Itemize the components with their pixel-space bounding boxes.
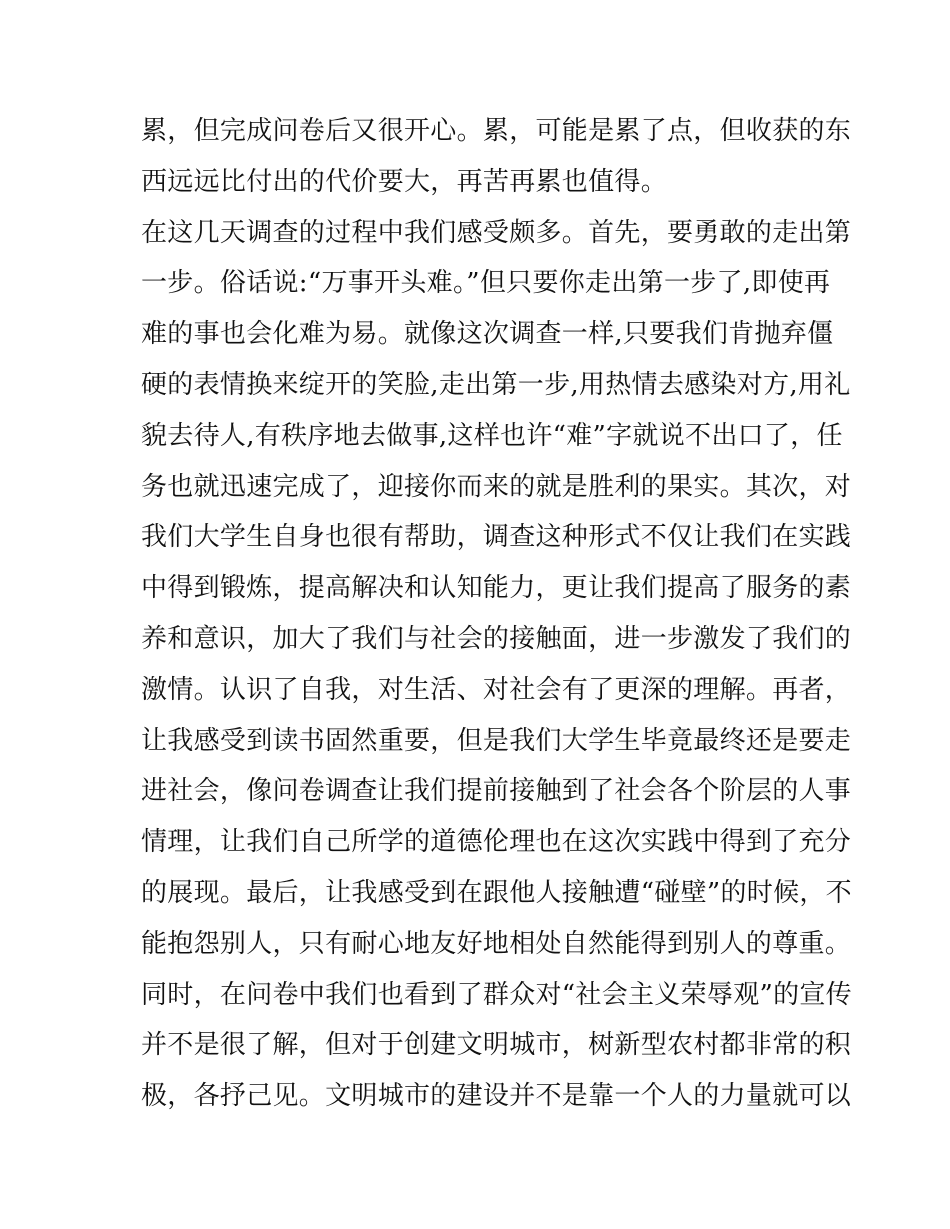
text-line: 中得到锻炼，提高解决和认知能力，更让我们提高了服务的素 (141, 573, 852, 604)
text-line: 情理，让我们自己所学的道德伦理也在这次实践中得到了充分 (141, 827, 852, 858)
body-text (141, 106, 852, 1122)
text-line: 同时，在问卷中我们也看到了群众对“社会主义荣辱观”的宣传 (141, 979, 852, 1010)
text-line: 养和意识，加大了我们与社会的接触面，进一步激发了我们的 (141, 623, 852, 654)
text-line: 让我感受到读书固然重要，但是我们大学生毕竟最终还是要走 (141, 725, 852, 756)
text-line: 并不是很了解，但对于创建文明城市，树新型农村都非常的积 (141, 1030, 852, 1061)
text-line: 貌去待人,有秩序地去做事,这样也许“难”字就说不出口了，任 (141, 420, 843, 451)
text-line: 进社会，像问卷调查让我们提前接触到了社会各个阶层的人事 (141, 776, 852, 807)
text-line: 激情。认识了自我，对生活、对社会有了更深的理解。再者， (141, 674, 852, 705)
text-line: 难的事也会化难为易。就像这次调查一样,只要我们肯抛弃僵 (141, 319, 834, 350)
text-line: 务也就迅速完成了，迎接你而来的就是胜利的果实。其次，对 (141, 471, 852, 502)
text-line: 极，各抒己见。文明城市的建设并不是靠一个人的力量就可以 (141, 1081, 852, 1112)
text-line: 能抱怨别人，只有耐心地友好地相处自然能得到别人的尊重。 (141, 928, 852, 959)
text-line: 硬的表情换来绽开的笑脸,走出第一步,用热情去感染对方,用礼 (141, 369, 851, 400)
text-line: 西远远比付出的代价要大，再苦再累也值得。 (141, 166, 668, 197)
text-line: 累，但完成问卷后又很开心。累，可能是累了点，但收获的东 (141, 116, 852, 146)
text-line: 的展现。最后，让我感受到在跟他人接触遭“碰壁”的时候，不 (141, 877, 852, 908)
text-line: 在这几天调查的过程中我们感受颇多。首先，要勇敢的走出第 (141, 217, 852, 248)
text-line: 我们大学生自身也很有帮助，调查这种形式不仅让我们在实践 (141, 522, 852, 553)
text-line: 一步。俗话说:“万事开头难。”但只要你走出第一步了,即使再 (141, 268, 831, 299)
